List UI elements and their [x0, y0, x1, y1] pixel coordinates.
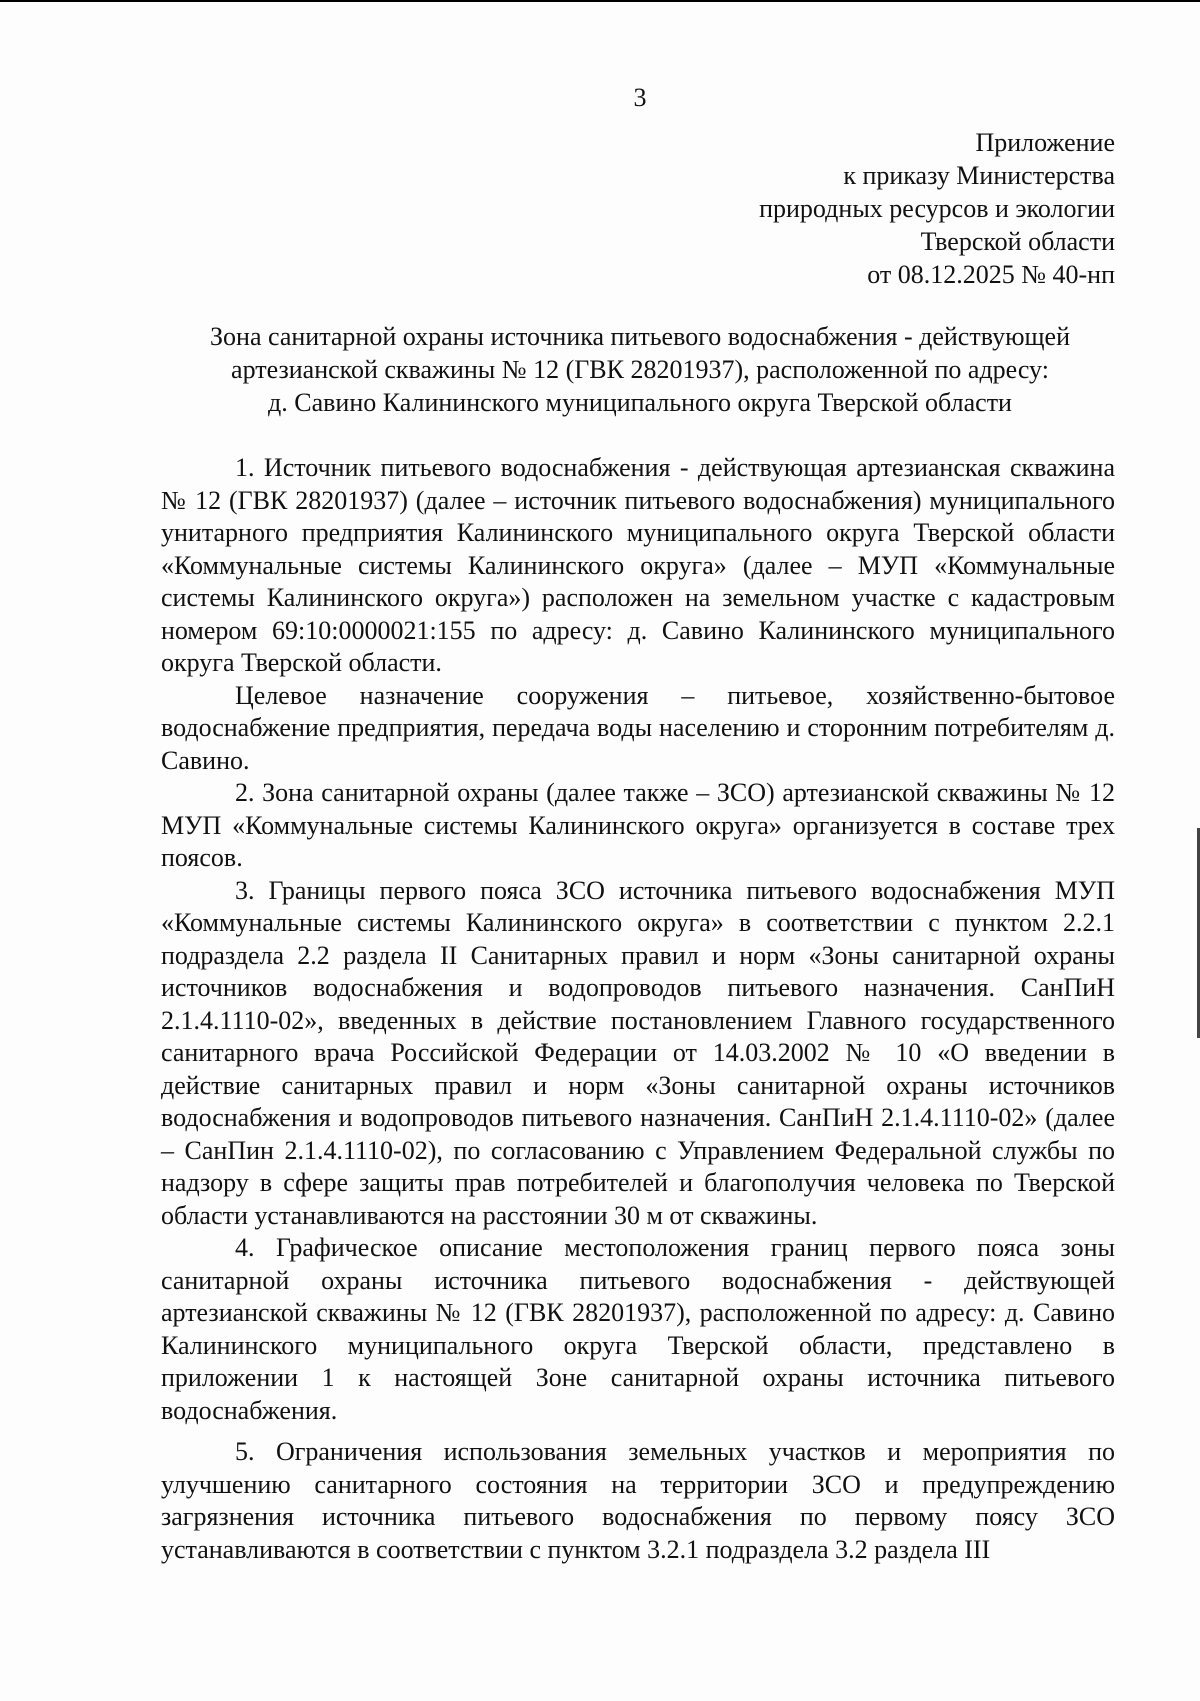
title-line: д. Савино Калининского муниципального округа Тверской области — [268, 388, 1012, 417]
document-title — [150, 320, 1130, 419]
paragraph-purpose: Целевое назначение сооружения – питьевое, хозяйственно-бытовое водоснабжение предприятия, передача воды населению и сторонним потребителям д. Савино. — [161, 680, 1115, 775]
document-body — [161, 452, 1115, 1566]
title-line: артезианской скважины № 12 (ГВК 28201937), расположенной по адресу: — [231, 355, 1049, 384]
page-number: 3 — [633, 83, 647, 112]
appendix-line: Приложение — [975, 128, 1115, 157]
appendix-line: Тверской области — [920, 227, 1115, 256]
appendix-line: природных ресурсов и экологии — [759, 194, 1115, 223]
paragraph-3: 3. Границы первого пояса ЗСО источника питьевого водоснабжения МУП «Коммунальные системы Калининского округа» в соответствии с пунктом 2.2.1 подраздела 2.2 раздела II Санитарных правил и норм «Зоны санитарной охраны источников водоснабжения и водопроводов питьевого назначения. СанПиН 2.1.4.1110-02», введенных в действие постановлением Главного государственного санитарного врача Российской Федерации от 14.03.2002 № 10 «О введении в действие санитарных правил и норм «Зоны санитарной охраны источников водоснабжения и водопроводов питьевого назначения. СанПиН 2.1.4.1110-02» (далее – СанПин 2.1.4.1110-02), по согласованию с Управлением Федеральной службы по надзору в сфере защиты прав потребителей и благополучия человека по Тверской области устанавливаются на расстоянии 30 м от скважины. — [161, 875, 1115, 1230]
appendix-line: к приказу Министерства — [843, 161, 1115, 190]
paragraph-2: 2. Зона санитарной охраны (далее также – ЗСО) артезианской скважины № 12 МУП «Коммунальные системы Калининского округа» организуется в составе трех поясов. — [161, 778, 1115, 872]
appendix-line: от 08.12.2025 № 40-нп — [867, 260, 1115, 289]
title-line: Зона санитарной охраны источника питьевого водоснабжения - действующей — [210, 322, 1070, 351]
appendix-block — [759, 126, 1115, 291]
paragraph-4: 4. Графическое описание местоположения границ первого пояса зоны санитарной охраны источника питьевого водоснабжения - действующей артезианской скважины № 12 (ГВК 28201937), расположенной по адресу: д. Савино Калининского муниципального округа Тверской области, представлено в приложении 1 к настоящей Зоне санитарной охраны источника питьевого водоснабжения. — [161, 1233, 1115, 1425]
scan-edge-top — [0, 0, 1200, 2]
paragraph-5: 5. Ограничения использования земельных участков и мероприятия по улучшению санитарного состояния на территории ЗСО и предупреждению загрязнения источника питьевого водоснабжения по первому поясу ЗСО устанавливаются в соответствии с пунктом 3.2.1 подраздела 3.2 раздела III — [161, 1437, 1115, 1564]
paragraph-1: 1. Источник питьевого водоснабжения - действующая артезианская скважина № 12 (ГВК 28201937) (далее – источник питьевого водоснабжения) муниципального унитарного предприятия Калининского муниципального округа Тверской области «Коммунальные системы Калининского округа» (далее – МУП «Коммунальные системы Калининского округа») расположен на земельном участке с кадастровым номером 69:10:0000021:155 по адресу: д. Савино Калининского муниципального округа Тверской области. — [161, 453, 1115, 677]
